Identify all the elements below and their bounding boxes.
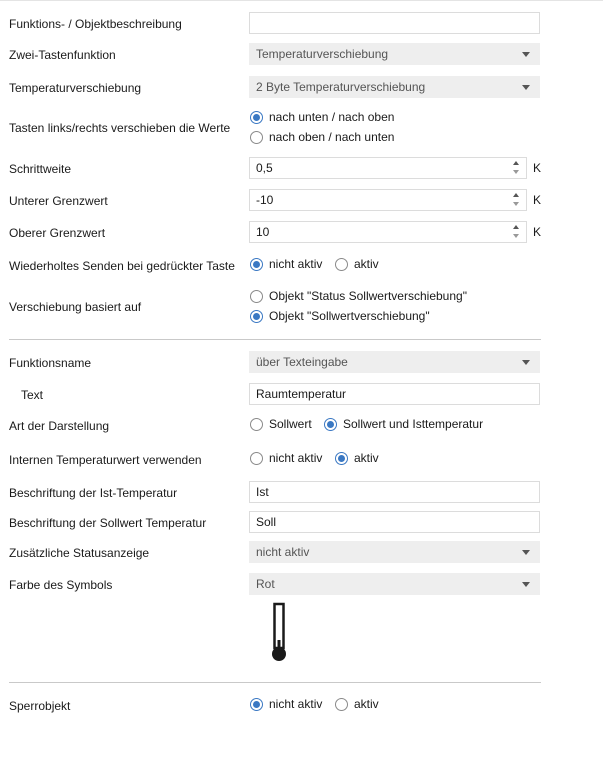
temperaturverschiebung-select[interactable] <box>249 76 540 98</box>
chevron-down-icon <box>522 52 530 57</box>
temperaturverschiebung-value: 2 Byte Temperaturverschiebung <box>256 80 426 94</box>
radio-label: nicht aktiv <box>269 451 323 465</box>
oberer-grenzwert-unit: K <box>533 225 542 239</box>
radio-nicht-aktiv[interactable] <box>250 451 322 465</box>
radio-nicht-aktiv[interactable] <box>250 257 322 271</box>
sperrobjekt-label: Sperrobjekt <box>9 699 71 713</box>
radio-selected-icon <box>324 418 337 431</box>
tasten-links-rechts-label: Tasten links/rechts verschieben die Werte <box>9 121 231 135</box>
radio-unselected-icon <box>335 698 348 711</box>
radio-label: aktiv <box>354 697 379 711</box>
verschiebung-basiert-label: Verschiebung basiert auf <box>9 300 142 314</box>
section-divider <box>9 339 541 340</box>
radio-unselected-icon <box>250 131 263 144</box>
radio-nach-unten-nach-oben[interactable] <box>250 110 394 124</box>
beschriftung-ist-label: Beschriftung der Ist-Temperatur <box>9 486 178 500</box>
radio-selected-icon <box>250 698 263 711</box>
zusaetzliche-statusanzeige-value: nicht aktiv <box>256 545 310 559</box>
funktionsname-select[interactable] <box>249 351 540 373</box>
zusaetzliche-statusanzeige-select[interactable] <box>249 541 540 563</box>
radio-aktiv[interactable] <box>335 257 379 271</box>
radio-unselected-icon <box>250 418 263 431</box>
funktionsname-label: Funktionsname <box>9 356 92 370</box>
radio-label: nach unten / nach oben <box>269 110 395 124</box>
radio-label: aktiv <box>354 257 379 271</box>
radio-label: Sollwert und Isttemperatur <box>343 417 484 431</box>
radio-label: Objekt "Status Sollwertverschiebung" <box>269 289 467 303</box>
beschriftung-soll-input[interactable]: Soll <box>249 511 540 533</box>
radio-sollwert-und-isttemperatur[interactable] <box>324 417 483 431</box>
radio-nach-oben-nach-unten[interactable] <box>250 130 394 144</box>
spin-arrows-icon[interactable] <box>513 192 521 208</box>
spin-arrows-icon[interactable] <box>513 224 521 240</box>
chevron-down-icon <box>522 360 530 365</box>
radio-label: nicht aktiv <box>269 697 323 711</box>
beschriftung-ist-input[interactable]: Ist <box>249 481 540 503</box>
radio-label: Sollwert <box>269 417 312 431</box>
radio-label: Objekt "Sollwertverschiebung" <box>269 309 430 323</box>
radio-nicht-aktiv[interactable] <box>250 697 322 711</box>
farbe-des-symbols-label: Farbe des Symbols <box>9 578 113 592</box>
radio-unselected-icon <box>335 258 348 271</box>
radio-sollwert[interactable] <box>250 417 312 431</box>
funktionsbeschreibung-label: Funktions- / Objektbeschreibung <box>9 17 182 31</box>
text-input[interactable]: Raumtemperatur <box>249 383 540 405</box>
radio-selected-icon <box>335 452 348 465</box>
radio-selected-icon <box>250 310 263 323</box>
top-border <box>0 0 603 1</box>
unterer-grenzwert-value: -10 <box>256 193 274 207</box>
schrittweite-value: 0,5 <box>256 161 273 175</box>
radio-status-sollwertverschiebung[interactable] <box>250 289 467 303</box>
funktionsbeschreibung-input[interactable] <box>249 12 540 34</box>
oberer-grenzwert-spinbox[interactable] <box>249 221 527 243</box>
radio-unselected-icon <box>250 452 263 465</box>
radio-unselected-icon <box>250 290 263 303</box>
section-divider <box>9 682 541 683</box>
zusaetzliche-statusanzeige-label: Zusätzliche Statusanzeige <box>9 546 150 560</box>
schrittweite-spinbox[interactable] <box>249 157 527 179</box>
unterer-grenzwert-unit: K <box>533 193 542 207</box>
chevron-down-icon <box>522 85 530 90</box>
funktionsname-value: über Texteingabe <box>256 355 348 369</box>
radio-label: aktiv <box>354 451 379 465</box>
wiederholtes-senden-label: Wiederholtes Senden bei gedrückter Taste <box>9 259 235 273</box>
temperaturverschiebung-label: Temperaturverschiebung <box>9 81 142 95</box>
beschriftung-soll-label: Beschriftung der Sollwert Temperatur <box>9 516 207 530</box>
radio-label: nicht aktiv <box>269 257 323 271</box>
unterer-grenzwert-spinbox[interactable] <box>249 189 527 211</box>
chevron-down-icon <box>522 582 530 587</box>
radio-selected-icon <box>250 111 263 124</box>
spin-arrows-icon[interactable] <box>513 160 521 176</box>
text-label: Text <box>21 388 44 402</box>
oberer-grenzwert-label: Oberer Grenzwert <box>9 226 106 240</box>
internen-temperaturwert-label: Internen Temperaturwert verwenden <box>9 453 202 467</box>
zwei-tastenfunktion-value: Temperaturverschiebung <box>256 47 389 61</box>
schrittweite-label: Schrittweite <box>9 162 72 176</box>
farbe-des-symbols-value: Rot <box>256 577 275 591</box>
radio-aktiv[interactable] <box>335 451 379 465</box>
oberer-grenzwert-value: 10 <box>256 225 270 239</box>
art-der-darstellung-label: Art der Darstellung <box>9 419 110 433</box>
radio-label: nach oben / nach unten <box>269 130 395 144</box>
chevron-down-icon <box>522 550 530 555</box>
zwei-tastenfunktion-select[interactable] <box>249 43 540 65</box>
schrittweite-unit: K <box>533 161 542 175</box>
radio-aktiv[interactable] <box>335 697 379 711</box>
thermometer-icon <box>266 602 292 664</box>
farbe-des-symbols-select[interactable] <box>249 573 540 595</box>
radio-selected-icon <box>250 258 263 271</box>
unterer-grenzwert-label: Unterer Grenzwert <box>9 194 108 208</box>
radio-sollwertverschiebung[interactable] <box>250 309 430 323</box>
zwei-tastenfunktion-label: Zwei-Tastenfunktion <box>9 48 116 62</box>
